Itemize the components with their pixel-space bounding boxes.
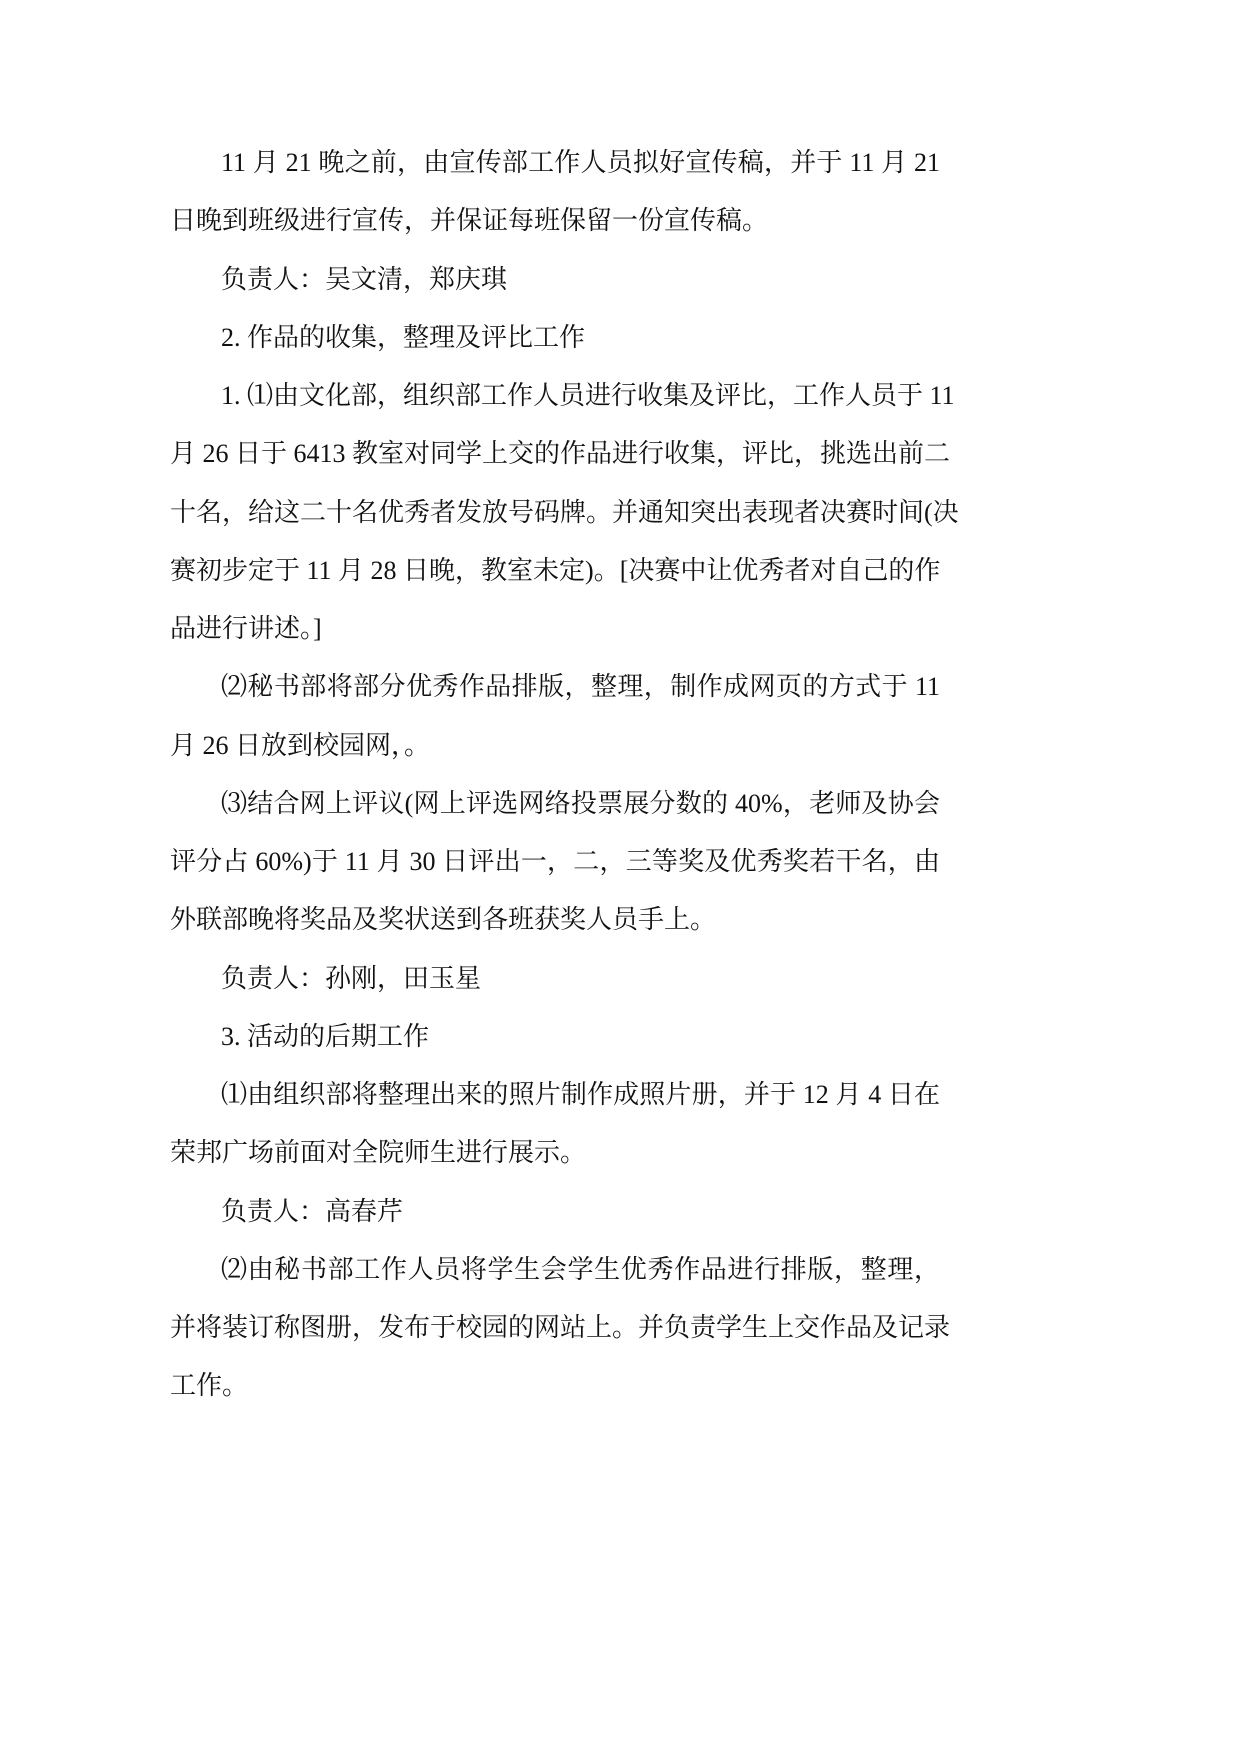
paragraph-secretariat [170,1241,951,1416]
section-heading-2 [170,309,940,367]
text-line: ⑵秘书部将部分优秀作品排版，整理，制作成网页的方式于 11 [221,672,940,702]
text-line: ⑶结合网上评议(网上评选网络投票展分数的 40%，老师及协会 [221,788,940,818]
document-body [170,134,959,1416]
text-line: 负责人：吴文清，郑庆琪 [221,264,508,294]
paragraph-responsible-2 [170,950,940,1008]
section-heading: 2. 作品的收集，整理及评比工作 [221,322,586,352]
text-line: 赛初步定于 11 月 28 日晚，教室未定)。[决赛中让优秀者对自己的作 [170,555,941,585]
text-line: 负责人：孙刚，田玉星 [221,963,482,993]
text-line: 十名，给这二十名优秀者发放号码牌。并通知突出表现者决赛时间(决 [170,497,959,527]
text-line: 负责人：高春芹 [221,1196,404,1226]
paragraph-publicity [170,134,940,251]
section-heading-3 [170,1008,940,1066]
text-line: ⑴由组织部将整理出来的照片制作成照片册，并于 12 月 4 日在 [221,1080,940,1109]
text-line: 1. ⑴由文化部，组织部工作人员进行收集及评比，工作人员于 11 [221,381,955,410]
paragraph-webpage [170,658,940,775]
text-line: 并将装订称图册，发布于校园的网站上。并负责学生上交作品及记录 [170,1313,951,1342]
text-line: 日晚到班级进行宣传，并保证每班保留一份宣传稿。 [170,206,769,236]
paragraph-awards [170,775,940,950]
paragraph-responsible-1 [170,251,940,309]
text-line: 评分占 60%)于 11 月 30 日评出一，二，三等奖及优秀奖若干名，由 [170,847,940,876]
paragraph-collection [170,367,959,658]
text-line: 11 月 21 晚之前，由宣传部工作人员拟好宣传稿，并于 11 月 21 [221,148,940,177]
paragraph-responsible-3 [170,1183,940,1241]
section-heading: 3. 活动的后期工作 [221,1021,430,1051]
paragraph-photo-album [170,1066,940,1183]
text-line: 月 26 日于 6413 教室对同学上交的作品进行收集，评比，挑选出前二 [170,439,951,469]
text-line: ⑵由秘书部工作人员将学生会学生优秀作品进行排版，整理， [221,1254,940,1284]
text-line: 工作。 [170,1371,249,1401]
text-line: 外联部晚将奖品及奖状送到各班获奖人员手上。 [170,905,717,935]
text-line: 荣邦广场前面对全院师生进行展示。 [170,1138,587,1168]
text-line: 品进行讲述。] [170,614,322,643]
text-line: 月 26 日放到校园网，。 [170,730,431,760]
